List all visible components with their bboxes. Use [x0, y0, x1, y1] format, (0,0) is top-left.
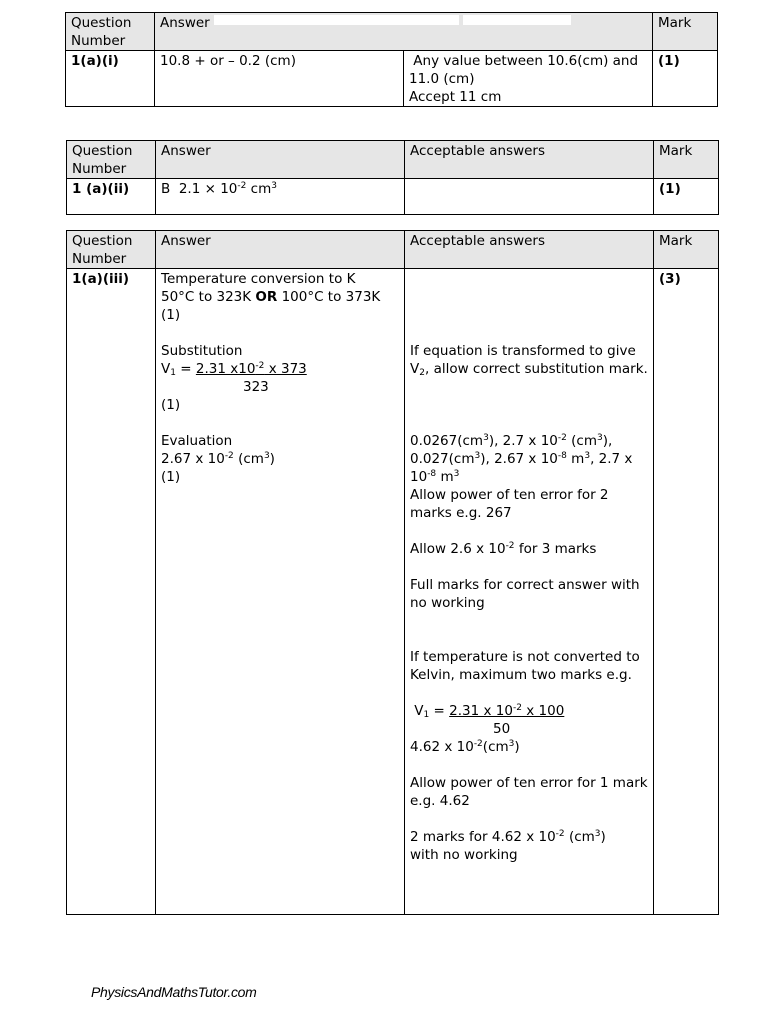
header-answer: Answer	[156, 141, 405, 179]
footer-site-name: PhysicsAndMathsTutor.com	[91, 984, 257, 1000]
acceptable-answers-cell	[405, 179, 654, 215]
header-answer: Answer	[155, 13, 404, 51]
mark-cell: (1)	[654, 179, 719, 215]
evaluation-mark: (1)	[161, 469, 181, 485]
kelvin-error-result: 4.62 x $10^{-2}(cm^3)$	[410, 739, 520, 755]
substitution-heading: Substitution	[161, 343, 243, 359]
alternative-answers: $0.0267(cm^3)$, 2.7 x $10^{-2}$ $(cm^3)$, $0.027(cm^3)$, 2.67 x $10^{-8}$ $m^3$, 2.7 x $10^{-8}$ $m^3$	[410, 433, 633, 485]
answer-unit-exponent: 3	[271, 181, 277, 191]
answer-value: B 2.1 × 10	[161, 181, 238, 197]
acceptable-range: Any value between 10.6(cm) and 11.0 (cm)	[409, 53, 643, 87]
question-number: 1(a)(i)	[66, 51, 155, 107]
evaluation-heading: Evaluation	[161, 433, 233, 449]
answer-cell	[156, 269, 405, 915]
full-marks-note: Full marks for correct answer with no working	[410, 577, 640, 611]
kelvin-error-denominator: 50	[493, 721, 511, 737]
substitution-equation: $V_1 = 2.31$ $x10^{-2}$ x 373	[161, 361, 307, 378]
mark-scheme-table-2	[66, 140, 719, 215]
transform-note: If equation is transformed to give $V_2$, allow correct substitution mark.	[410, 343, 648, 378]
temp-conversion-mark: (1)	[161, 307, 181, 323]
two-marks-no-working: with no working	[410, 847, 518, 863]
mark-scheme-table-1	[65, 12, 718, 107]
header-acceptable: Acceptable answers	[405, 231, 654, 269]
mark-scheme-table-3	[66, 230, 719, 915]
header-acceptable: Acceptable answers	[405, 141, 654, 179]
allow-2-6-note: Allow 2.6 x $10^{-2}$ for 3 marks	[410, 541, 597, 557]
mark-cell: (1)	[653, 51, 718, 107]
power-error-note-2: Allow power of ten error for 1 mark e.g. 4.62	[410, 775, 648, 809]
acceptable-answers-cell	[404, 51, 653, 107]
power-error-note-1: Allow power of ten error for 2 marks e.g. 267	[410, 487, 609, 521]
answer-cell	[156, 179, 405, 215]
header-answer: Answer	[156, 231, 405, 269]
header-question-number: Question Number	[67, 141, 156, 179]
question-number: 1(a)(iii)	[67, 269, 156, 915]
acceptable-accept: Accept 11 cm	[409, 89, 502, 105]
kelvin-error-equation: $V_1 = 2.31$ x $10^{-2}$ x 100	[410, 703, 565, 720]
table-row	[67, 179, 719, 215]
evaluation-value: 2.67 x $10^{-2}$ $(cm^3)$	[161, 451, 275, 467]
header-blank-bar	[463, 15, 571, 25]
mark-cell: (3)	[654, 269, 719, 915]
temp-conversion-heading: Temperature conversion to K	[161, 271, 356, 287]
header-mark: Mark	[654, 141, 719, 179]
acceptable-answers-cell	[405, 269, 654, 915]
table-header-row	[67, 231, 719, 269]
two-marks-note: 2 marks for 4.62 x $10^{-2}$ $(cm^3)$	[410, 829, 606, 845]
header-mark: Mark	[654, 231, 719, 269]
question-number: 1 (a)(ii)	[67, 179, 156, 215]
table-header-row	[67, 141, 719, 179]
header-question-number: Question Number	[66, 13, 155, 51]
temp-conversion-values: 50°C to 323K OR 100°C to 373K	[161, 289, 381, 305]
answer-cell: 10.8 + or – 0.2 (cm)	[155, 51, 404, 107]
answer-unit: cm	[246, 181, 272, 197]
header-blank-bar	[214, 15, 459, 25]
table-row	[67, 269, 719, 915]
substitution-denominator: 323	[243, 379, 269, 395]
header-mark: Mark	[653, 13, 718, 51]
answer-exponent: -2	[237, 181, 247, 191]
header-question-number: Question Number	[67, 231, 156, 269]
table-row	[66, 51, 718, 107]
not-converted-note: If temperature is not converted to Kelvin, maximum two marks e.g.	[410, 649, 640, 683]
substitution-mark: (1)	[161, 397, 181, 413]
